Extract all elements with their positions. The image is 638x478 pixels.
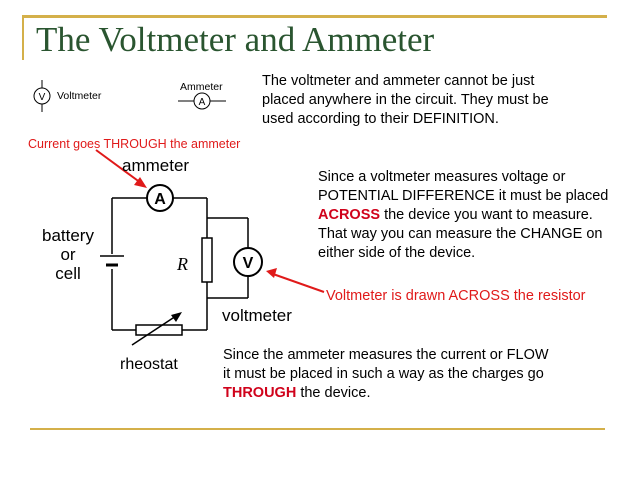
ammeter-paragraph [223,346,553,403]
voltmeter-arrow [266,268,324,292]
battery-symbol [100,256,124,265]
battery-label: battery or cell [42,226,94,283]
ammeter-paragraph-end: the device. [296,385,371,401]
ammeter-symbol [147,185,173,211]
rheostat-label: rheostat [120,356,178,373]
rheostat-symbol [132,312,182,345]
key-voltmeter-letter: V [38,92,46,103]
key-ammeter-letter: A [198,97,206,108]
key-ammeter-label: Ammeter [180,81,223,93]
ammeter-paragraph-start: Since the ammeter measures the current or FLOW it must be placed in such a way as the charges go [223,347,549,382]
voltmeter-label: voltmeter [222,306,292,325]
key-voltmeter-label: Voltmeter [57,90,102,102]
across-emphasis: ACROSS [318,207,381,223]
key-voltmeter-symbol [34,80,50,112]
voltmeter-paragraph [318,168,618,263]
voltmeter-annotation: Voltmeter is drawn ACROSS the resistor [326,288,586,304]
resistor-label: R [177,254,188,274]
voltmeter-letter: V [242,255,254,272]
through-emphasis: THROUGH [223,385,297,401]
ammeter-letter: A [154,191,166,208]
voltmeter-symbol [234,248,262,276]
resistor-symbol [202,238,212,282]
ammeter-label: ammeter [122,156,190,175]
voltmeter-paragraph-end: the device you want to measure. That way you can measure the CHANGE on either side of the device. [318,207,603,261]
key-ammeter-symbol [178,93,226,109]
slide-title: The Voltmeter and Ammeter [36,20,435,59]
current-annotation: Current goes THROUGH the ammeter [28,137,241,151]
intro-paragraph: The voltmeter and ammeter cannot be just placed anywhere in the circuit. They must be used according to their DEFINITION. [262,73,549,127]
voltmeter-paragraph-start: Since a voltmeter measures voltage or POTENTIAL DIFFERENCE it must be placed [318,169,609,204]
